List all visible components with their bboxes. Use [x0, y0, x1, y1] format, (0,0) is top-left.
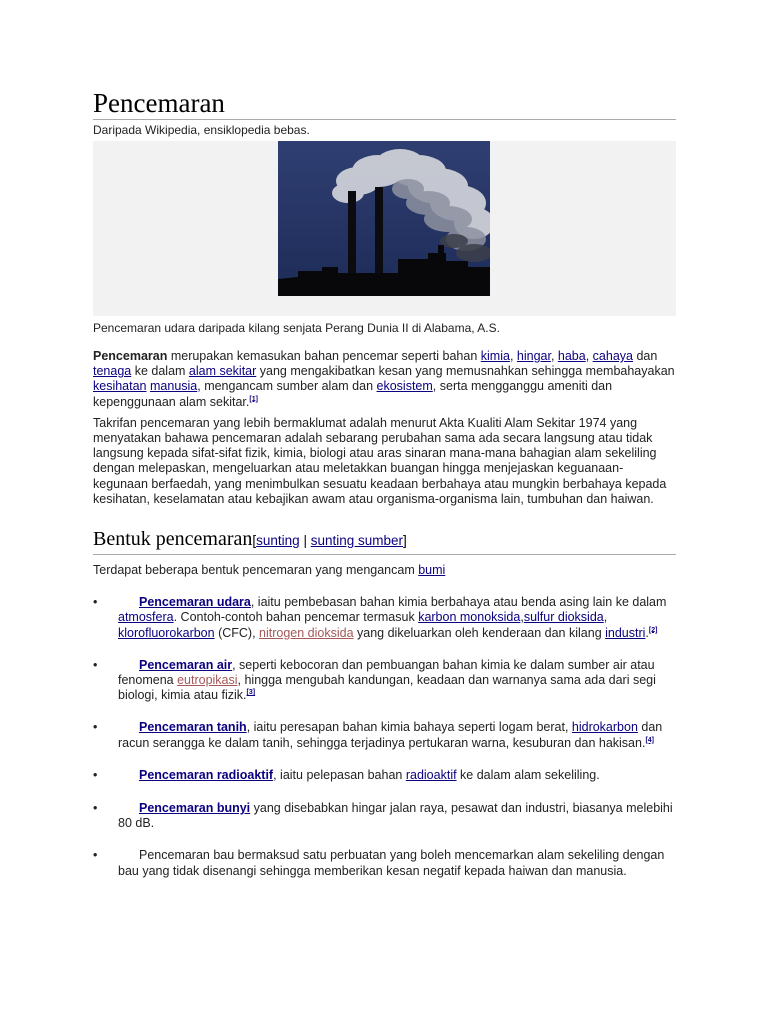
text: , iaitu peresapan bahan kimia bahaya seperti logam berat,: [246, 720, 572, 735]
link-pencemaran-bunyi[interactable]: Pencemaran bunyi: [139, 801, 251, 816]
link-radioaktif[interactable]: radioaktif: [405, 767, 457, 782]
text: ,: [550, 349, 558, 363]
list-item-tanih: [93, 720, 676, 750]
text: ,: [509, 349, 517, 363]
section-intro: [93, 563, 676, 578]
text: , seperti kebocoran dan pembuangan bahan kimia ke dalam sumber air atau fenomena: [118, 657, 655, 688]
bullet: •: [93, 720, 98, 735]
text: ke dalam alam sekeliling.: [456, 767, 600, 782]
term-bold: Pencemaran: [93, 349, 168, 363]
bullet: •: [93, 595, 98, 610]
link-alam-sekitar[interactable]: alam sekitar: [188, 364, 257, 379]
figure: [93, 141, 676, 316]
link-haba[interactable]: haba: [557, 349, 586, 363]
separator: |: [299, 533, 311, 549]
link-ekosistem[interactable]: ekosistem: [376, 379, 433, 394]
link-hingar[interactable]: hingar: [516, 349, 551, 363]
ref-2[interactable]: [2]: [648, 626, 658, 634]
bullet: •: [93, 848, 98, 863]
link-pencemaran-air[interactable]: Pencemaran air: [139, 657, 233, 672]
text: , mengancam sumber alam dan: [197, 379, 377, 394]
link-pencemaran-radioaktif[interactable]: Pencemaran radioaktif: [139, 767, 274, 782]
bullet: •: [93, 801, 98, 816]
list-item-bau: [93, 848, 676, 878]
bullet: •: [93, 657, 98, 672]
text: yang disebabkan hingar jalan raya, pesawat dan industri, biasanya melebihi 80 dB.: [118, 801, 673, 831]
link-manusia[interactable]: manusia: [150, 379, 198, 394]
link-eutropikasi[interactable]: eutropikasi: [177, 673, 238, 688]
text: ,: [603, 610, 608, 625]
link-pencemaran-udara[interactable]: Pencemaran udara: [139, 595, 251, 610]
edit-links: [252, 533, 406, 548]
bullet: •: [93, 767, 98, 782]
link-cahaya[interactable]: cahaya: [592, 349, 633, 363]
ref-1[interactable]: [1]: [249, 395, 258, 403]
text: (CFC),: [214, 625, 260, 640]
bracket: ]: [403, 533, 407, 549]
pollution-list: [93, 595, 676, 879]
link-pencemaran-tanih[interactable]: Pencemaran tanih: [139, 720, 247, 735]
ref-3[interactable]: [3]: [246, 689, 256, 697]
text: , iaitu pembebasan bahan kimia berbahaya atau benda asing lain ke dalam: [250, 595, 667, 610]
link-kimia[interactable]: kimia: [480, 349, 510, 363]
link-bumi[interactable]: bumi: [418, 563, 446, 578]
text: ,: [585, 349, 593, 363]
link-klorofluorokarbon[interactable]: klorofluorokarbon: [118, 625, 215, 640]
text: ke dalam: [131, 364, 189, 379]
link-industri[interactable]: industri: [605, 625, 646, 640]
text: merupakan kemasukan bahan pencemar seperti bahan: [167, 349, 481, 363]
list-item-air: [93, 658, 676, 704]
edit-source-link[interactable]: sunting sumber: [310, 533, 404, 549]
list-item-bunyi: [93, 801, 676, 831]
text: dan racun serangga ke dalam tanih, sehingga terjadinya pertukaran warna, kesuburan dan hakisan.: [118, 720, 663, 750]
text: Pencemaran bau bermaksud satu perbuatan yang boleh mencemarkan alam sekeliling dengan bau yang tidak disenangi sehingga memberikan kesan negatif kepada haiwan dan manusia.: [118, 848, 665, 878]
list-item-udara: [93, 595, 676, 641]
link-nitrogen-dioksida[interactable]: nitrogen dioksida: [259, 625, 354, 640]
article: [93, 88, 676, 879]
text: , iaitu pelepasan bahan: [273, 767, 406, 782]
text: Terdapat beberapa bentuk pencemaran yang mengancam: [93, 563, 419, 578]
link-atmosfera[interactable]: atmosfera: [118, 610, 174, 625]
ref-4[interactable]: [4]: [645, 736, 654, 744]
text: yang mengakibatkan kesan yang memusnahkan sehingga membahayakan: [256, 364, 675, 379]
section-title: Bentuk pencemaran: [93, 528, 253, 551]
link-tenaga[interactable]: tenaga: [93, 364, 132, 379]
link-hidrokarbon[interactable]: hidrokarbon: [571, 720, 638, 735]
page-title: Pencemaran: [93, 88, 676, 120]
link-kesihatan[interactable]: kesihatan: [93, 379, 147, 394]
text: dan: [632, 349, 658, 363]
text: , serta mengganggu ameniti dan kepenggunaan alam sekitar.: [93, 379, 613, 409]
tagline: Daripada Wikipedia, ensiklopedia bebas.: [93, 123, 310, 137]
figure-caption: Pencemaran udara daripada kilang senjata Perang Dunia II di Alabama, A.S.: [93, 321, 500, 335]
link-sulfur-dioksida[interactable]: sulfur dioksida: [523, 610, 604, 625]
bracket: [: [252, 533, 257, 549]
text: yang dikeluarkan oleh kenderaan dan kilang: [353, 625, 606, 640]
text: . Contoh-contoh bahan pencemar termasuk: [173, 610, 419, 625]
list-item-radioaktif: [93, 768, 676, 783]
edit-link[interactable]: sunting: [256, 533, 300, 549]
link-karbon-monoksida[interactable]: karbon monoksida: [418, 610, 521, 625]
text: .: [645, 625, 649, 640]
text: , hingga mengubah kandungan, keadaan dan warnanya sama ada dari segi biologi, kimia atau fizik.: [118, 673, 656, 703]
factory-smoke-photo[interactable]: [278, 141, 490, 296]
intro-paragraph: [93, 349, 676, 410]
section-heading: [93, 527, 676, 555]
text: ,: [520, 610, 524, 625]
definition-paragraph: Takrifan pencemaran yang lebih bermaklumat adalah menurut Akta Kualiti Alam Sekitar 1974 yang menyatakan bahawa pencemaran adalah sebarang perubahan sama ada secara langsung atau tidak langsung kepada sifat-sifat fizik, kimia, biologi atau aras sinaran mana-mana bahagian alam sekeliling dengan melepaskan, mengeluarkan atau meletakkan buangan hingga menjejaskan keguanaan-kegunaan berfaedah, yang menimbulkan sesuatu keadaan berbahaya atau mungkin berbahaya kepada kesihatan, keselamatan atau kebajikan awam atau organisma-organisma lain, tumbuhan dan haiwan.: [93, 415, 667, 506]
